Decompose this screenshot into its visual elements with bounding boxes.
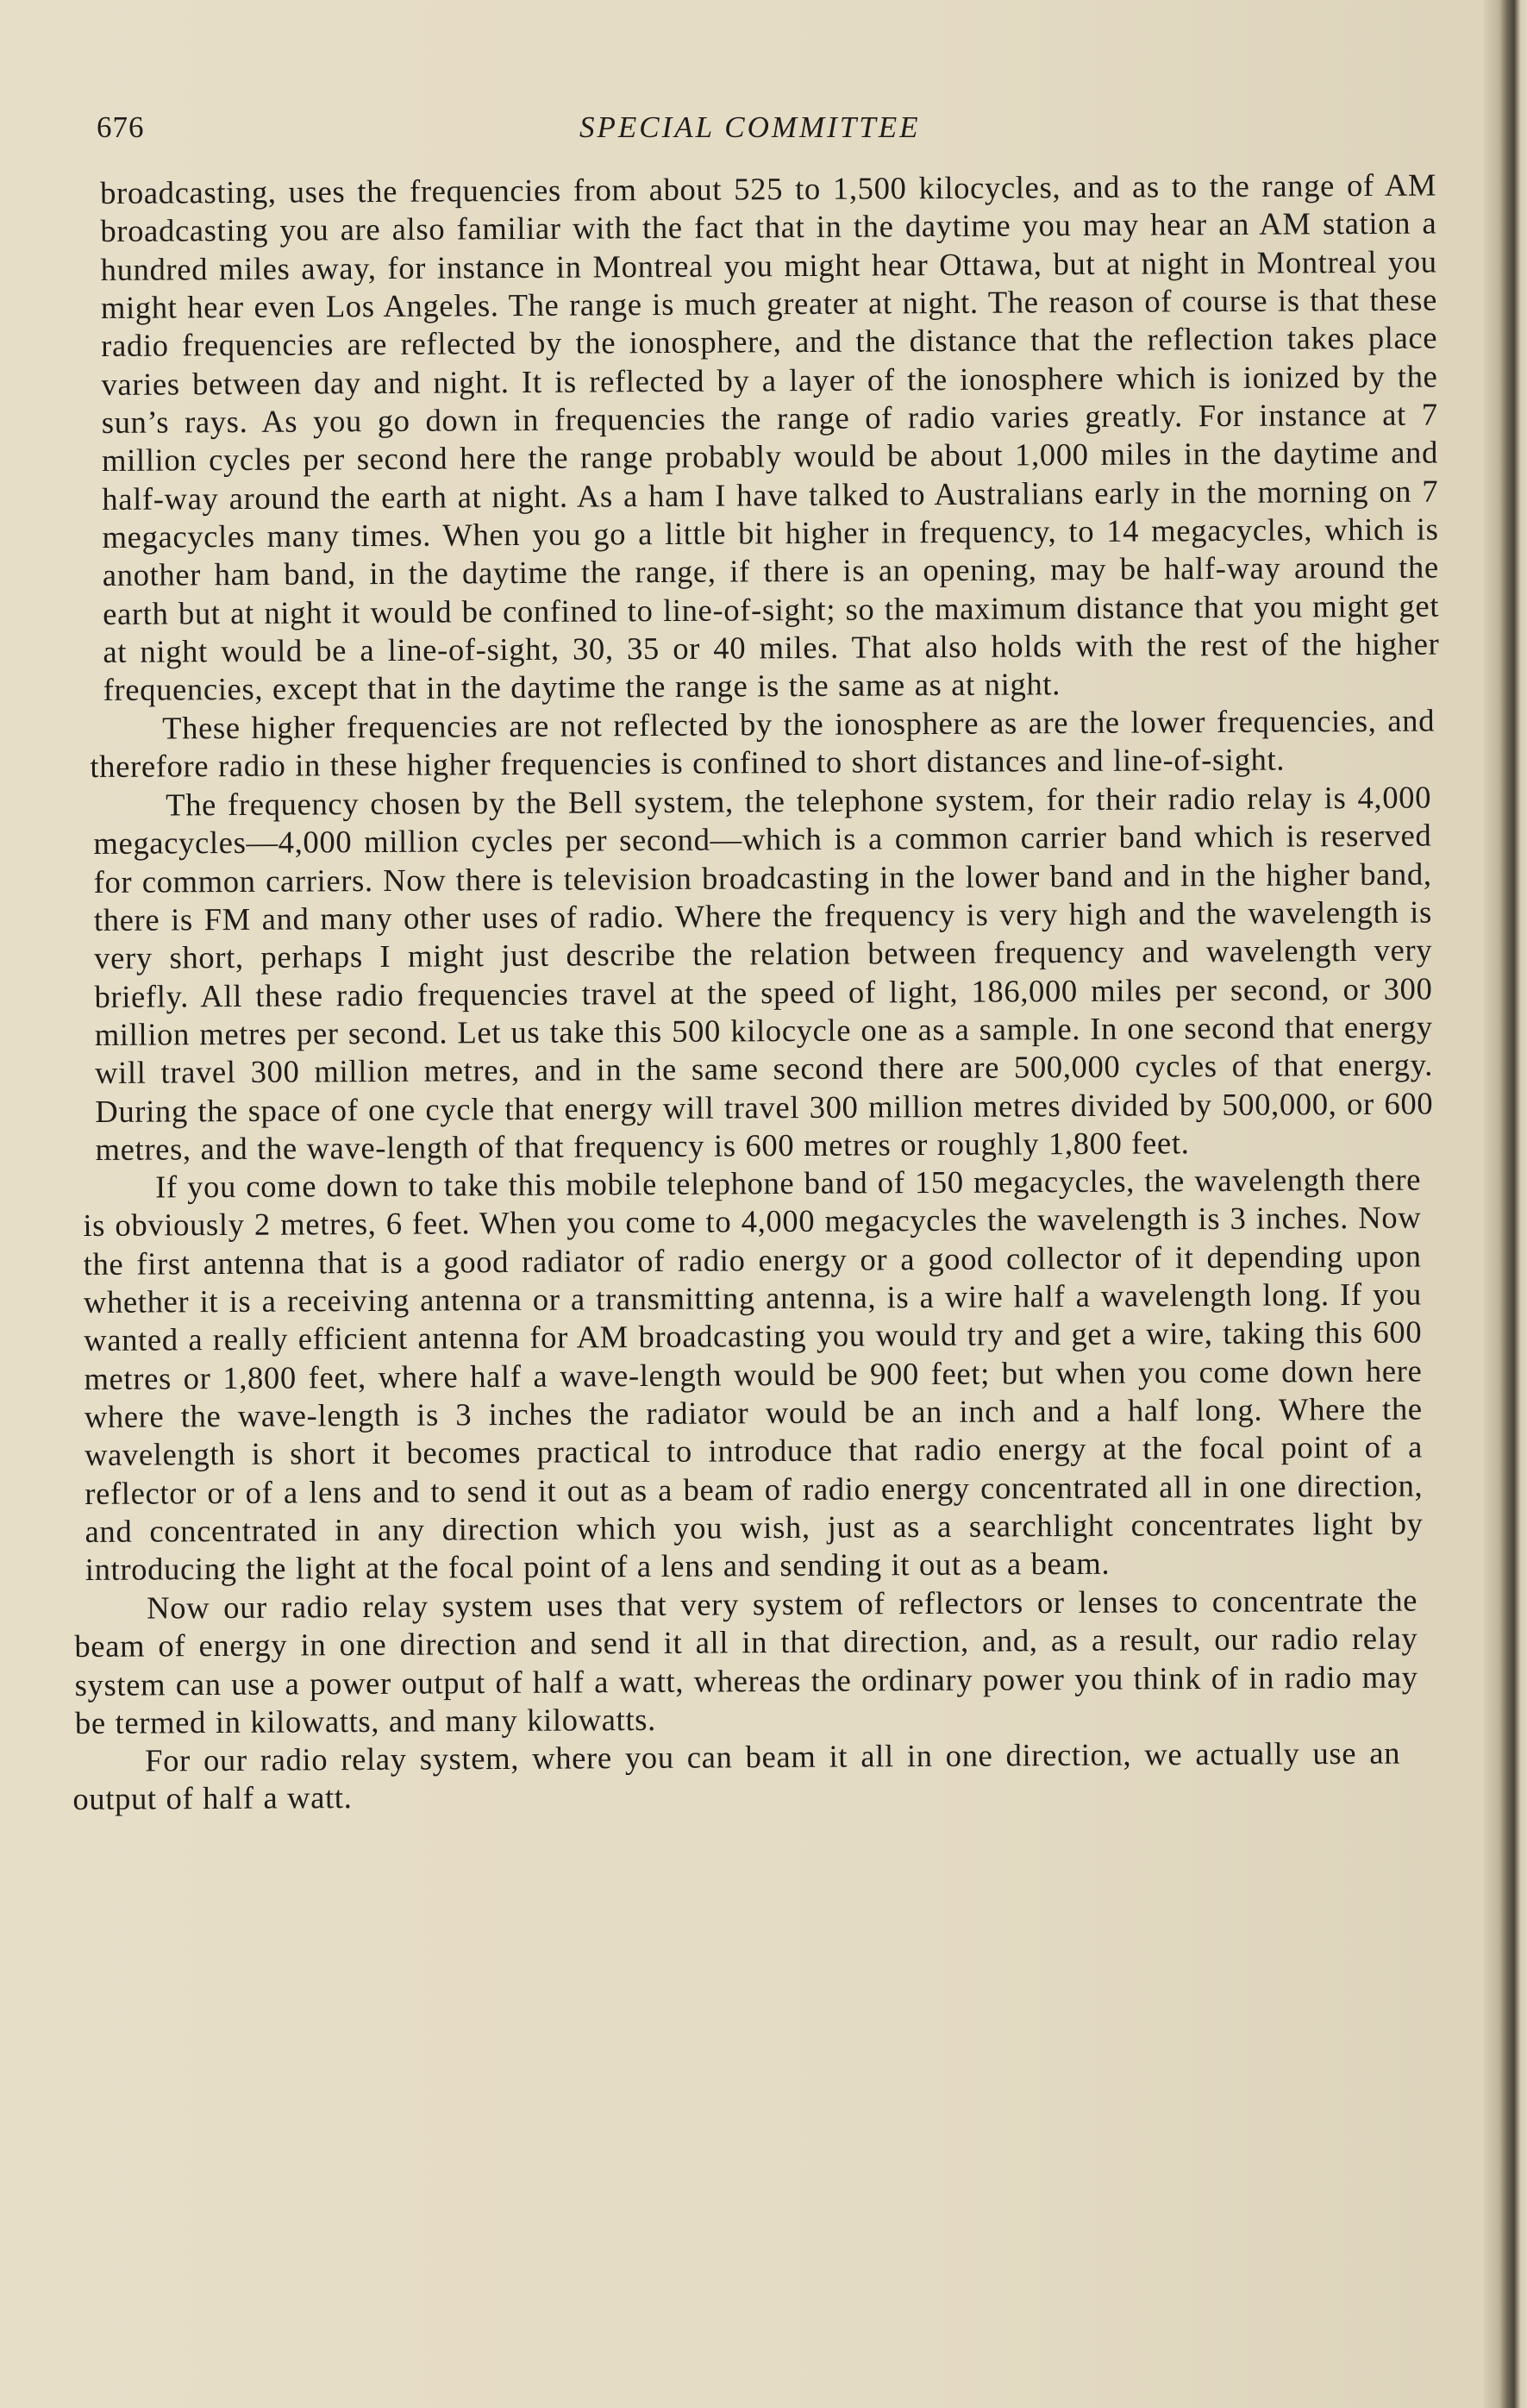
paragraph: Now our radio relay system uses that very system of reflectors or lenses to concentrate the beam of energy in one direction and send it all in that direction, and, as a result, our radio relay system can use a power output of half a watt, whereas the ordinary power you think of in radio may be termed in kilowatts, and many kilowatts. [74,1582,1418,1740]
paragraph: broadcasting, uses the frequencies from about 525 to 1,500 kilocycles, and as to the range of AM broadcasting you are also familiar with the fact that in the daytime you may hear an AM station a hundred miles away, for instance in Montreal you might hear Ottawa, but at night in Montreal you might hear even Los Angeles. The range is much greater at night. The reason of course is that these radio frequencies are reflected by the ionosphere, and the distance that the reflection takes place varies between day and night. It is reflected by a layer of the ionosphere which is ionized by the sun’s rays. As you go down in frequencies the range of radio varies greatly. For instance at 7 million cycles per second here the range probably would be about 1,000 miles in the daytime and half-way around the earth at night. As a ham I have talked to Australians early in the morning on 7 megacycles many times. When you go a little bit higher in frequency, to 14 megacycles, which is another ham band, in the daytime the range, if there is an opening, may be half-way around the earth but at night it would be confined to line-of-sight; so the maximum distance that you might get at night would be a line-of-sight, 30, 35 or 40 miles. That also holds with the rest of the higher frequencies, except that in the daytime the range is the same as at night. [100,166,1440,708]
page-number: 676 [97,110,145,144]
page-header [97,102,959,154]
paragraph: If you come down to take this mobile telephone band of 150 megacycles, the wavelength there is obviously 2 metres, 6 feet. When you come to 4,000 megacycles the wavelength is 3 inches. Now the first antenna that is a good radiator of radio energy or a good collector of it depending upon whether it is a receiving antenna or a transmitting antenna, is a wire half a wavelength long. If you wanted a really efficient antenna for AM broadcasting you would try and get a wire, taking this 600 metres or 1,800 feet, where half a wave-length would be 900 feet; but when you come down here where the wave-length is 3 inches the radiator would be an inch and a half long. Where the wavelength is short it becomes practical to introduce that radio energy at the focal point of a reflector or of a lens and to send it out as a beam of radio energy concentrated all in one direction, and concentrated in any direction which you wish, just as a searchlight concentrates light by introducing the light at the focal point of a lens and sending it out as a beam. [83,1161,1424,1588]
paragraph: The frequency chosen by the Bell system, the telephone system, for their radio relay is 4,000 megacycles—4,000 million cycles per second—which is a common carrier band which is reserved for common carriers. Now there is television broadcasting in the lower band and in the higher band, there is FM and many other uses of radio. Where the frequency is very high and the wavelength is very short, perhaps I might just describe the relation between frequency and wavelength very briefly. All these radio frequencies travel at the speed of light, 186,000 miles per second, or 300 million metres per second. Let us take this 500 kilocycle one as a sample. In one second that energy will travel 300 million metres, and in the same second there are 500,000 cycles of that energy. During the space of one cycle that energy will travel 300 million metres divided by 500,000, or 600 metres, and the wave-length of that frequency is 600 metres or roughly 1,800 feet. [93,779,1434,1167]
paragraph: These higher frequencies are not reflected by the ionosphere as are the lower frequencies, and therefore radio in these higher frequencies is confined to short distances and line-of-sight. [90,702,1436,785]
running-head: SPECIAL COMMITTEE [579,110,921,144]
paragraph: For our radio relay system, where you can beam it all in one direction, we actually use an output of half a watt. [72,1734,1401,1817]
body-text [72,166,1440,1819]
book-gutter [1484,0,1527,2408]
